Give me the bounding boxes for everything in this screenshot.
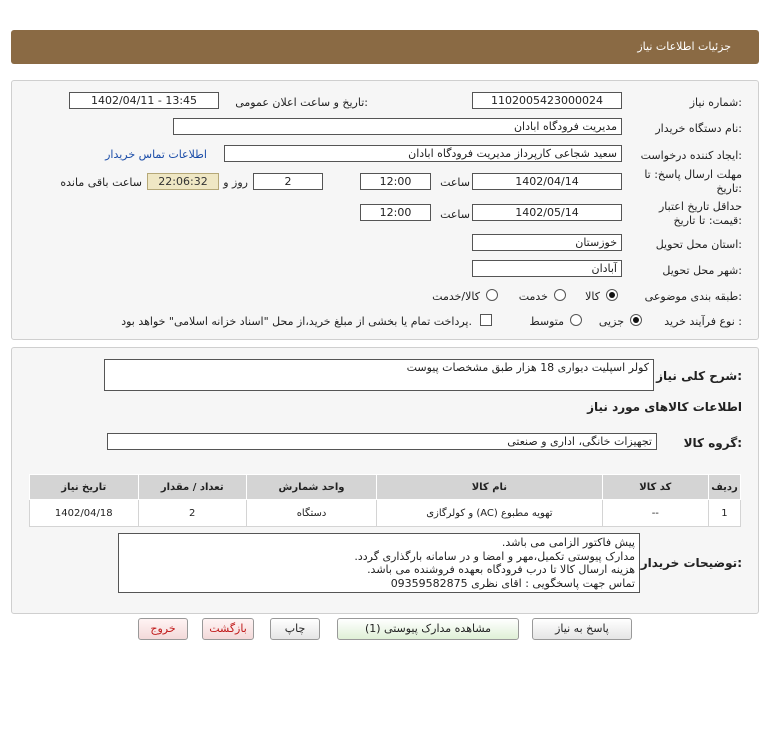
- process-option-minor: جزیی: [598, 315, 624, 328]
- goods-table: [29, 474, 741, 527]
- page-title: جزئیات اطلاعات نیاز: [637, 40, 731, 53]
- treasury-note: پرداخت تمام یا بخشی از مبلغ خرید،از محل "اسناد خزانه اسلامی" خواهد بود.: [121, 315, 472, 328]
- description-field: کولر اسپلیت دیواری 18 هزار طبق مشخصات پیوست: [104, 359, 654, 391]
- validity-time-label: ساعت: [440, 208, 470, 221]
- notes-line: هزینه ارسال کالا تا درب فرودگاه بعهده فروشنده می باشد.: [367, 563, 635, 576]
- col-row-number: ردیف: [708, 475, 740, 500]
- cell-quantity: 2: [138, 500, 246, 527]
- cell-need-date: 1402/04/18: [30, 500, 139, 527]
- cell-unit: دستگاه: [246, 500, 376, 527]
- process-radio-minor[interactable]: [630, 314, 642, 326]
- validity-label: حداقل تاریخ اعتبار: [658, 200, 742, 213]
- notes-line: پیش فاکتور الزامی می باشد.: [501, 536, 635, 549]
- col-need-date: تاریخ نیاز: [30, 475, 139, 500]
- buyer-contact-link[interactable]: اطلاعات تماس خریدار: [105, 148, 207, 161]
- process-radio-medium[interactable]: [570, 314, 582, 326]
- days-field: 2: [253, 173, 323, 190]
- reply-time-field: 12:00: [360, 173, 431, 190]
- col-goods-name: نام کالا: [377, 475, 603, 500]
- notes-label: توضیحات خریدار:: [640, 556, 742, 570]
- view-attachments-button[interactable]: مشاهده مدارک پیوستی (1): [337, 618, 519, 640]
- category-option-service: خدمت: [518, 290, 548, 303]
- need-number-field: 1102005423000024: [472, 92, 622, 109]
- category-label: طبقه بندی موضوعی:: [644, 290, 742, 303]
- need-number-label: شماره نیاز:: [689, 96, 742, 109]
- process-label: نوع فرآیند خرید :: [664, 315, 742, 328]
- announce-field: 1402/04/11 - 13:45: [69, 92, 219, 109]
- days-label: روز و: [223, 176, 248, 189]
- buyer-org-label: نام دستگاه خریدار:: [655, 122, 742, 135]
- remaining-timer: 22:06:32: [147, 173, 219, 190]
- validity-time-field: 12:00: [360, 204, 431, 221]
- print-button[interactable]: چاپ: [270, 618, 320, 640]
- category-radio-service[interactable]: [554, 289, 566, 301]
- reply-button[interactable]: پاسخ به نیاز: [532, 618, 632, 640]
- city-label: شهر محل تحویل:: [662, 264, 742, 277]
- col-quantity: تعداد / مقدار: [138, 475, 246, 500]
- page-header: [11, 30, 759, 64]
- process-option-medium: متوسط: [529, 315, 564, 328]
- exit-button[interactable]: خروج: [138, 618, 188, 640]
- announce-label: تاریخ و ساعت اعلان عمومی:: [235, 96, 368, 109]
- category-option-goods: کالا: [585, 290, 600, 303]
- cell-goods-name: تهویه مطبوع (AC) و کولرگازی: [377, 500, 603, 527]
- back-button[interactable]: بازگشت: [202, 618, 254, 640]
- validity-label-2: قیمت: تا تاریخ:: [673, 214, 742, 227]
- validity-date-field: 1402/05/14: [472, 204, 622, 221]
- treasury-checkbox[interactable]: [480, 314, 492, 326]
- cell-goods-code: --: [602, 500, 708, 527]
- reply-date-field: 1402/04/14: [472, 173, 622, 190]
- description-label: شرح کلی نیاز:: [656, 369, 742, 383]
- col-unit: واحد شمارش: [246, 475, 376, 500]
- goods-group-label: گروه کالا:: [683, 436, 742, 450]
- goods-section-title: اطلاعات کالاهای مورد نیاز: [587, 400, 742, 414]
- category-option-goods-service: کالا/خدمت: [432, 290, 480, 303]
- province-field: خوزستان: [472, 234, 622, 251]
- notes-line: مدارک پیوستی تکمیل،مهر و امضا و در سامانه بارگذاری گردد.: [354, 549, 635, 563]
- reply-deadline-label-2: تاریخ:: [716, 182, 742, 195]
- category-radio-goods[interactable]: [606, 289, 618, 301]
- requester-label: ایجاد کننده درخواست:: [640, 149, 742, 162]
- remaining-label: ساعت باقی مانده: [60, 176, 142, 189]
- goods-group-field: تجهیزات خانگی، اداری و صنعتی: [107, 433, 657, 450]
- buyer-org-field: مدیریت فرودگاه ابادان: [173, 118, 622, 135]
- table-row: [30, 500, 741, 527]
- requester-field: سعید شجاعی کارپرداز مدیریت فرودگاه ابادان: [224, 145, 622, 162]
- city-field: آبادان: [472, 260, 622, 277]
- buyer-notes: [118, 533, 640, 593]
- notes-line: تماس جهت پاسخگویی : اقای نظری 09359582875: [390, 576, 635, 590]
- province-label: استان محل تحویل:: [655, 238, 742, 251]
- col-goods-code: کد کالا: [602, 475, 708, 500]
- goods-table-header: [30, 475, 741, 500]
- category-radio-goods-service[interactable]: [486, 289, 498, 301]
- reply-time-label: ساعت: [440, 176, 470, 189]
- cell-row-number: 1: [708, 500, 740, 527]
- reply-deadline-label: مهلت ارسال پاسخ: تا: [644, 168, 742, 181]
